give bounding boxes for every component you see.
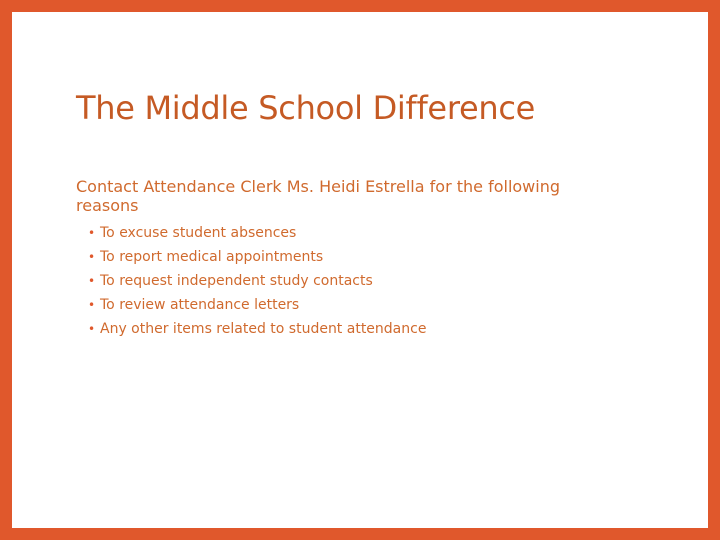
list-item-text: Any other items related to student attendance <box>100 321 427 337</box>
slide-title: The Middle School Difference <box>76 89 536 127</box>
bullet-icon: • <box>88 226 96 240</box>
bullet-icon: • <box>88 250 96 264</box>
list-item-text: To report medical appointments <box>100 249 324 265</box>
list-item <box>88 221 426 245</box>
list-item-text: To request independent study contacts <box>100 273 373 289</box>
list-item <box>88 293 426 317</box>
list-item <box>88 245 426 269</box>
list-item-text: To excuse student absences <box>100 225 297 241</box>
list-item-text: To review attendance letters <box>100 297 300 313</box>
reasons-list <box>88 221 426 341</box>
intro-paragraph: Contact Attendance Clerk Ms. Heidi Estrella for the following reasons <box>76 177 560 215</box>
bullet-icon: • <box>88 274 96 288</box>
bullet-icon: • <box>88 322 96 336</box>
list-item <box>88 317 426 341</box>
bullet-icon: • <box>88 298 96 312</box>
list-item <box>88 269 426 293</box>
slide-content-area <box>12 12 708 528</box>
